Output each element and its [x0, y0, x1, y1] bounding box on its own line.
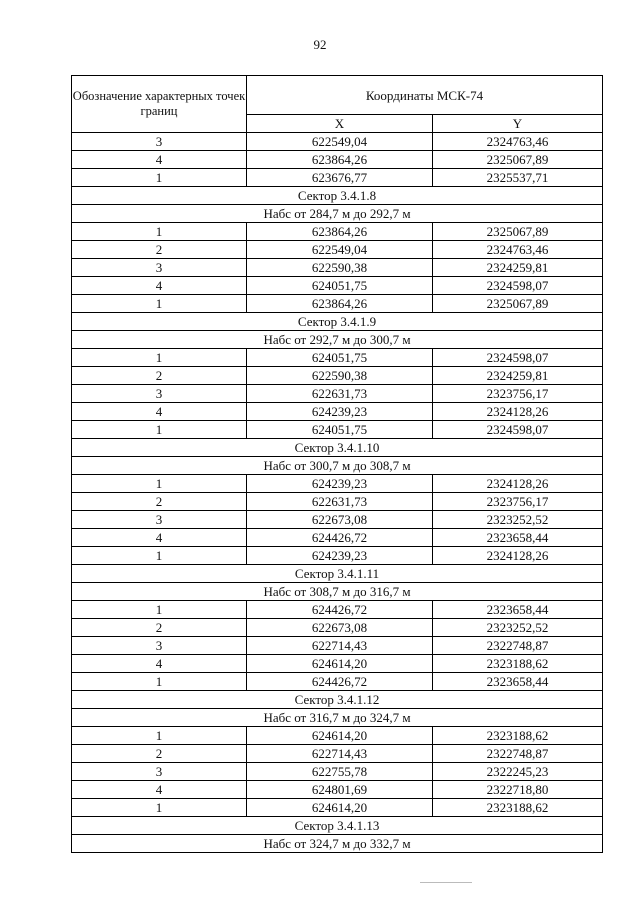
x-coordinate-cell: 622755,78 — [247, 763, 433, 781]
height-range-label: Набс от 292,7 м до 300,7 м — [72, 331, 603, 349]
point-number-cell: 1 — [72, 547, 247, 565]
table-row — [72, 745, 603, 763]
coordinates-group-header: Координаты МСК-74 — [247, 76, 603, 115]
y-coordinate-cell: 2325067,89 — [433, 295, 603, 313]
table-row — [72, 133, 603, 151]
table-row — [72, 259, 603, 277]
point-number-cell: 3 — [72, 259, 247, 277]
table-row — [72, 403, 603, 421]
sector-title: Сектор 3.4.1.12 — [72, 691, 603, 709]
y-coordinate-cell: 2323252,52 — [433, 619, 603, 637]
height-range-label: Набс от 284,7 м до 292,7 м — [72, 205, 603, 223]
x-coordinate-cell: 623864,26 — [247, 151, 433, 169]
x-coordinate-cell: 622549,04 — [247, 133, 433, 151]
point-number-cell: 1 — [72, 349, 247, 367]
height-range-row — [72, 583, 603, 601]
sector-title: Сектор 3.4.1.8 — [72, 187, 603, 205]
y-coordinate-cell: 2323252,52 — [433, 511, 603, 529]
sector-title-row — [72, 187, 603, 205]
y-coordinate-cell: 2323188,62 — [433, 655, 603, 673]
x-coordinate-cell: 624239,23 — [247, 475, 433, 493]
table-row — [72, 367, 603, 385]
table-row — [72, 601, 603, 619]
height-range-row — [72, 457, 603, 475]
y-coordinate-cell: 2324128,26 — [433, 403, 603, 421]
x-coordinate-cell: 622549,04 — [247, 241, 433, 259]
x-coordinate-cell: 624239,23 — [247, 547, 433, 565]
point-number-cell: 2 — [72, 619, 247, 637]
y-coordinate-cell: 2324128,26 — [433, 475, 603, 493]
table-row — [72, 349, 603, 367]
x-column-header: X — [247, 115, 433, 133]
y-column-header: Y — [433, 115, 603, 133]
x-coordinate-cell: 622673,08 — [247, 619, 433, 637]
table-row — [72, 529, 603, 547]
point-number-cell: 2 — [72, 367, 247, 385]
sector-title: Сектор 3.4.1.10 — [72, 439, 603, 457]
x-coordinate-cell: 624426,72 — [247, 529, 433, 547]
table-row — [72, 223, 603, 241]
point-number-cell: 3 — [72, 637, 247, 655]
point-number-cell: 1 — [72, 673, 247, 691]
table-row — [72, 619, 603, 637]
y-coordinate-cell: 2325067,89 — [433, 223, 603, 241]
y-coordinate-cell: 2325537,71 — [433, 169, 603, 187]
sector-title-row — [72, 313, 603, 331]
x-coordinate-cell: 624051,75 — [247, 349, 433, 367]
sector-title-row — [72, 691, 603, 709]
point-number-cell: 1 — [72, 223, 247, 241]
y-coordinate-cell: 2324259,81 — [433, 367, 603, 385]
x-coordinate-cell: 624614,20 — [247, 799, 433, 817]
x-coordinate-cell: 624051,75 — [247, 421, 433, 439]
point-number-cell: 2 — [72, 745, 247, 763]
x-coordinate-cell: 622631,73 — [247, 385, 433, 403]
y-coordinate-cell: 2323658,44 — [433, 601, 603, 619]
x-coordinate-cell: 622631,73 — [247, 493, 433, 511]
height-range-row — [72, 205, 603, 223]
page-number: 92 — [313, 37, 327, 52]
coordinates-table-body — [72, 133, 603, 853]
x-coordinate-cell: 622590,38 — [247, 367, 433, 385]
point-number-cell: 2 — [72, 241, 247, 259]
table-row — [72, 241, 603, 259]
point-number-cell: 4 — [72, 151, 247, 169]
point-number-cell: 4 — [72, 277, 247, 295]
point-number-cell: 1 — [72, 799, 247, 817]
table-row — [72, 169, 603, 187]
table-row — [72, 673, 603, 691]
y-coordinate-cell: 2323658,44 — [433, 673, 603, 691]
point-number-cell: 4 — [72, 655, 247, 673]
point-number-cell: 3 — [72, 763, 247, 781]
table-row — [72, 637, 603, 655]
y-coordinate-cell: 2323658,44 — [433, 529, 603, 547]
y-coordinate-cell: 2322748,87 — [433, 637, 603, 655]
y-coordinate-cell: 2323756,17 — [433, 493, 603, 511]
x-coordinate-cell: 624051,75 — [247, 277, 433, 295]
x-coordinate-cell: 623864,26 — [247, 223, 433, 241]
x-coordinate-cell: 624614,20 — [247, 655, 433, 673]
x-coordinate-cell: 622714,43 — [247, 745, 433, 763]
x-coordinate-cell: 623864,26 — [247, 295, 433, 313]
point-number-cell: 1 — [72, 421, 247, 439]
sector-title-row — [72, 439, 603, 457]
table-row — [72, 475, 603, 493]
y-coordinate-cell: 2322718,80 — [433, 781, 603, 799]
y-coordinate-cell: 2324128,26 — [433, 547, 603, 565]
height-range-label: Набс от 300,7 м до 308,7 м — [72, 457, 603, 475]
x-coordinate-cell: 624239,23 — [247, 403, 433, 421]
y-coordinate-cell: 2322748,87 — [433, 745, 603, 763]
scan-mark — [420, 882, 472, 883]
height-range-row — [72, 709, 603, 727]
y-coordinate-cell: 2324598,07 — [433, 349, 603, 367]
table-row — [72, 781, 603, 799]
sector-title: Сектор 3.4.1.9 — [72, 313, 603, 331]
x-coordinate-cell: 622590,38 — [247, 259, 433, 277]
table-row — [72, 511, 603, 529]
point-number-cell: 4 — [72, 403, 247, 421]
table-row — [72, 655, 603, 673]
point-number-cell: 1 — [72, 601, 247, 619]
table-row — [72, 763, 603, 781]
coordinates-table — [71, 75, 603, 853]
table-row — [72, 385, 603, 403]
height-range-label: Набс от 324,7 м до 332,7 м — [72, 835, 603, 853]
sector-title: Сектор 3.4.1.13 — [72, 817, 603, 835]
point-number-cell: 3 — [72, 385, 247, 403]
y-coordinate-cell: 2323188,62 — [433, 799, 603, 817]
table-row — [72, 547, 603, 565]
table-row — [72, 295, 603, 313]
y-coordinate-cell: 2323188,62 — [433, 727, 603, 745]
height-range-label: Набс от 316,7 м до 324,7 м — [72, 709, 603, 727]
x-coordinate-cell: 622673,08 — [247, 511, 433, 529]
point-number-cell: 1 — [72, 475, 247, 493]
y-coordinate-cell: 2324598,07 — [433, 421, 603, 439]
point-number-cell: 1 — [72, 169, 247, 187]
point-number-cell: 4 — [72, 781, 247, 799]
point-number-cell: 4 — [72, 529, 247, 547]
table-row — [72, 421, 603, 439]
table-row — [72, 727, 603, 745]
x-coordinate-cell: 623676,77 — [247, 169, 433, 187]
point-number-cell: 1 — [72, 727, 247, 745]
y-coordinate-cell: 2324259,81 — [433, 259, 603, 277]
point-number-cell: 3 — [72, 133, 247, 151]
sector-title-row — [72, 565, 603, 583]
point-designation-header: Обозначение характерных точек границ — [72, 76, 247, 133]
table-row — [72, 799, 603, 817]
x-coordinate-cell: 624801,69 — [247, 781, 433, 799]
y-coordinate-cell: 2324598,07 — [433, 277, 603, 295]
table-row — [72, 493, 603, 511]
x-coordinate-cell: 624426,72 — [247, 601, 433, 619]
point-number-cell: 2 — [72, 493, 247, 511]
height-range-label: Набс от 308,7 м до 316,7 м — [72, 583, 603, 601]
y-coordinate-cell: 2324763,46 — [433, 241, 603, 259]
point-number-cell: 3 — [72, 511, 247, 529]
table-row — [72, 277, 603, 295]
height-range-row — [72, 331, 603, 349]
height-range-row — [72, 835, 603, 853]
x-coordinate-cell: 624426,72 — [247, 673, 433, 691]
y-coordinate-cell: 2322245,23 — [433, 763, 603, 781]
y-coordinate-cell: 2325067,89 — [433, 151, 603, 169]
table-row — [72, 151, 603, 169]
y-coordinate-cell: 2324763,46 — [433, 133, 603, 151]
sector-title-row — [72, 817, 603, 835]
y-coordinate-cell: 2323756,17 — [433, 385, 603, 403]
sector-title: Сектор 3.4.1.11 — [72, 565, 603, 583]
point-number-cell: 1 — [72, 295, 247, 313]
x-coordinate-cell: 624614,20 — [247, 727, 433, 745]
x-coordinate-cell: 622714,43 — [247, 637, 433, 655]
